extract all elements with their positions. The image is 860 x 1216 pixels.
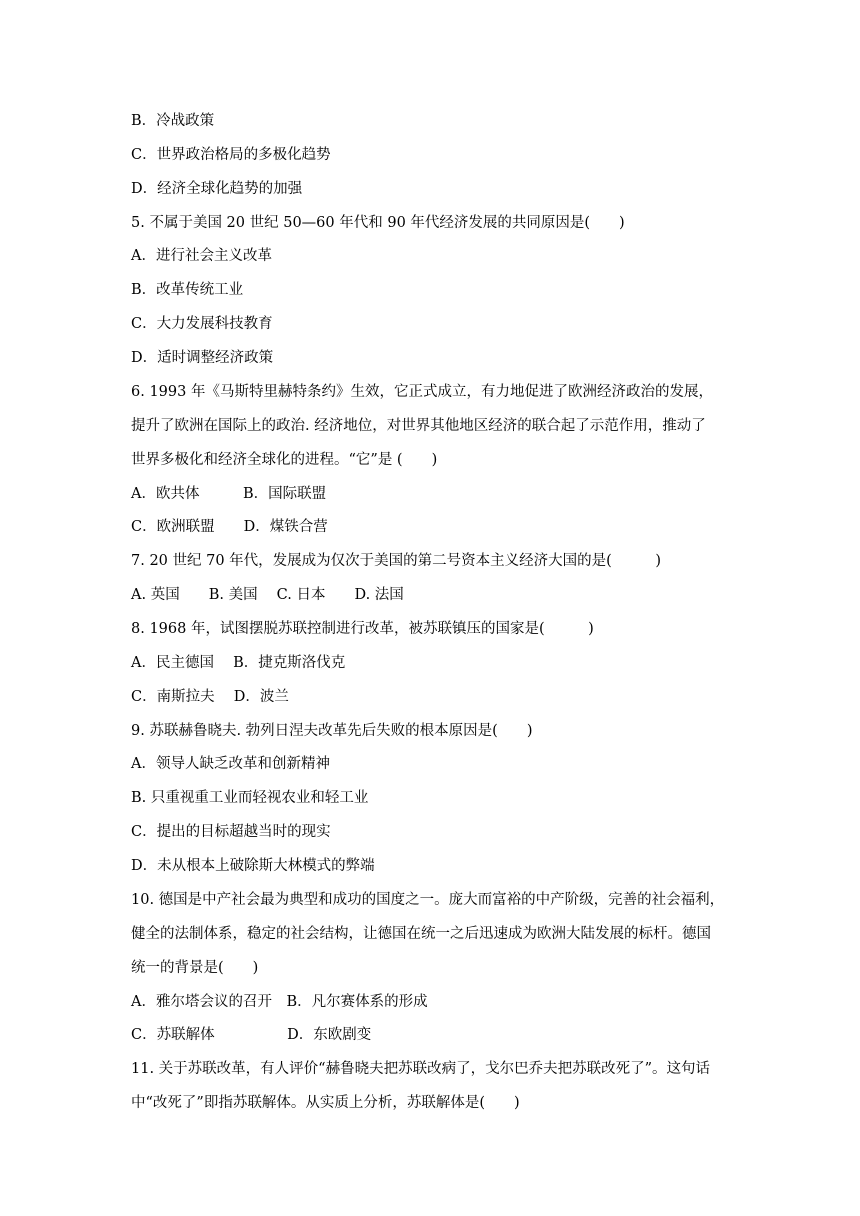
- question-9-option-c: C．提出的目标超越当时的现实: [131, 824, 331, 840]
- question-5-option-d: D．适时调整经济政策: [131, 350, 274, 366]
- question-9-option-d: D．未从根本上破除斯大林模式的弊端: [131, 858, 375, 874]
- question-8-options-ab: A．民主德国 B．捷克斯洛伐克: [131, 655, 346, 671]
- question-7-stem: 7. 20 世纪 70 年代，发展成为仅次于美国的第二号资本主义经济大国的是( ): [131, 553, 661, 569]
- question-6-stem-line-1: 6. 1993 年《马斯特里赫特条约》生效，它正式成立，有力地促进了欧洲经济政治的发展，: [131, 384, 713, 400]
- question-5-option-c: C．大力发展科技教育: [131, 316, 273, 332]
- question-8-options-cd: C．南斯拉夫 D．波兰: [131, 689, 289, 705]
- option-d-globalization: D．经济全球化趋势的加强: [131, 181, 303, 197]
- question-5-stem: 5. 不属于美国 20 世纪 50—60 年代和 90 年代经济发展的共同原因是( ): [131, 215, 625, 231]
- question-6-stem-line-2: 提升了欧洲在国际上的政治. 经济地位，对世界其他地区经济的联合起了示范作用，推动了: [131, 418, 706, 434]
- question-11-stem-line-2: 中“改死了”即指苏联解体。从实质上分析，苏联解体是( ): [131, 1095, 520, 1111]
- question-5-option-b: B．改革传统工业: [131, 282, 244, 298]
- question-6-options-cd: C．欧洲联盟 D．煤铁合营: [131, 519, 328, 535]
- question-10-stem-line-1: 10. 德国是中产社会最为典型和成功的国度之一。庞大而富裕的中产阶级，完善的社会福利，: [131, 892, 725, 908]
- option-c-multipolar-trend: C．世界政治格局的多极化趋势: [131, 147, 331, 163]
- question-10-stem-line-3: 统一的背景是( ): [131, 960, 259, 976]
- question-6-stem-line-3: 世界多极化和经济全球化的进程。“它”是 ( ): [131, 452, 438, 468]
- question-10-options-cd: C．苏联解体 D．东欧剧变: [131, 1027, 372, 1043]
- question-5-option-a: A．进行社会主义改革: [131, 248, 272, 264]
- question-9-stem: 9. 苏联赫鲁晓夫. 勃列日涅夫改革先后失败的根本原因是( ): [131, 723, 533, 739]
- question-9-option-b: B. 只重视重工业而轻视农业和轻工业: [131, 790, 369, 806]
- question-7-options: A. 英国 B. 美国 C. 日本 D. 法国: [131, 587, 404, 603]
- question-8-stem: 8. 1968 年，试图摆脱苏联控制进行改革，被苏联镇压的国家是( ): [131, 621, 594, 637]
- option-b-cold-war-policy: B．冷战政策: [131, 113, 215, 129]
- question-10-options-ab: A．雅尔塔会议的召开 B．凡尔赛体系的形成: [131, 994, 428, 1010]
- question-9-option-a: A．领导人缺乏改革和创新精神: [131, 756, 330, 772]
- question-6-options-ab: A．欧共体 B．国际联盟: [131, 486, 327, 502]
- question-10-stem-line-2: 健全的法制体系，稳定的社会结构，让德国在统一之后迅速成为欧洲大陆发展的标杆。德国: [131, 926, 711, 942]
- question-11-stem-line-1: 11. 关于苏联改革，有人评价“赫鲁晓夫把苏联改病了，戈尔巴乔夫把苏联改死了”。这句话: [131, 1061, 710, 1077]
